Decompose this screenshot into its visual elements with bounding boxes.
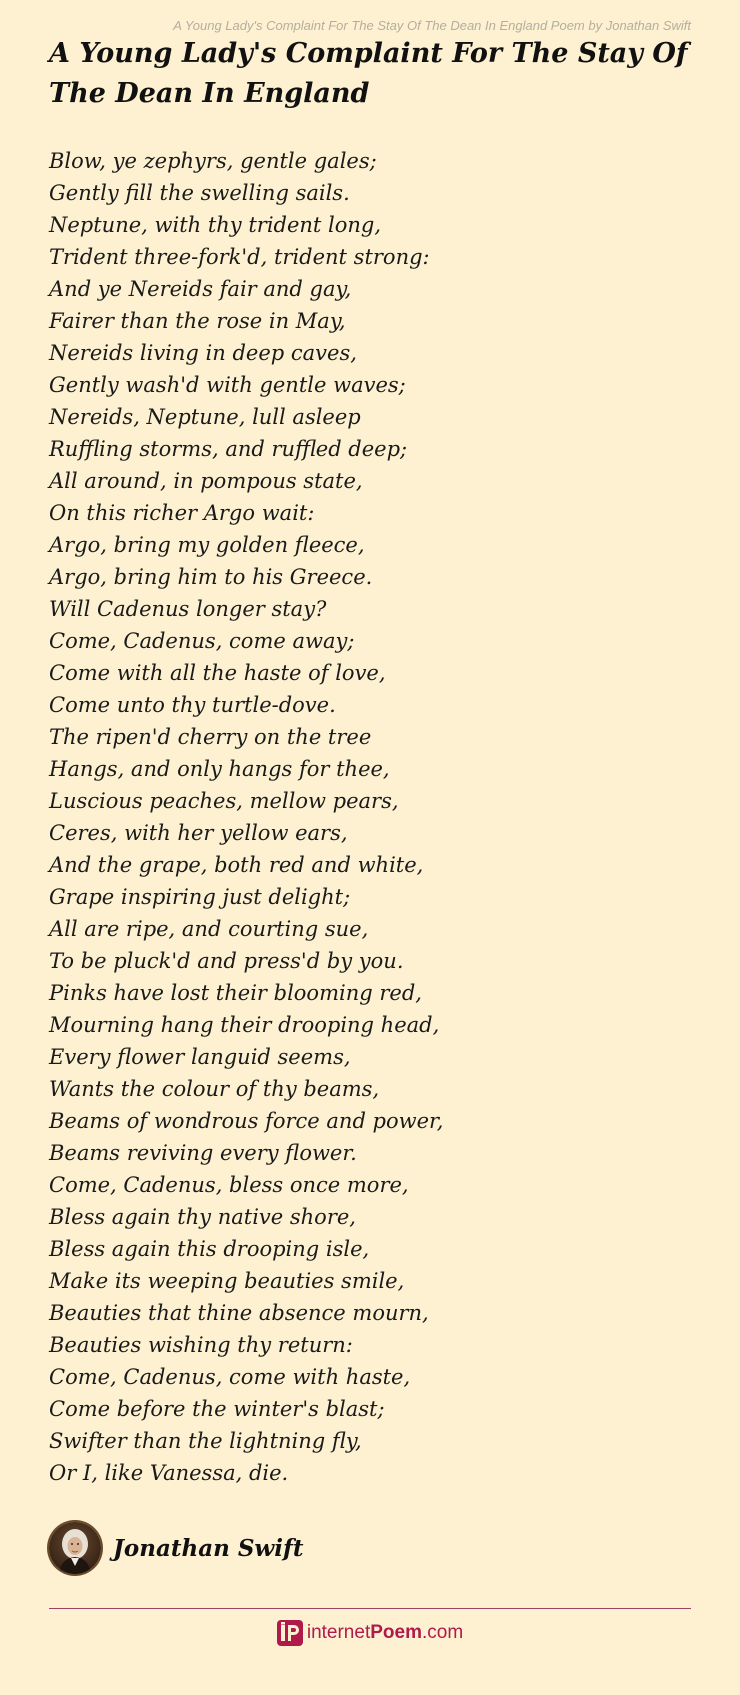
poem-line: Ruffling storms, and ruffled deep; [49, 437, 408, 461]
poem-line: Come, Cadenus, bless once more, [49, 1173, 409, 1197]
poem-line: Come unto thy turtle-dove. [49, 693, 336, 717]
poem-line: Neptune, with thy trident long, [49, 213, 382, 237]
poem-line: On this richer Argo wait: [49, 501, 315, 525]
poem-line: Wants the colour of thy beams, [49, 1077, 380, 1101]
poem-line: Beams of wondrous force and power, [49, 1109, 444, 1133]
logo-strong: Poem [370, 1622, 422, 1643]
poem-line: Ceres, with her yellow ears, [49, 821, 348, 845]
poem-line: Nereids, Neptune, lull asleep [49, 405, 361, 429]
poem-line: And ye Nereids fair and gay, [49, 277, 352, 301]
logo-suffix: .com [421, 1622, 464, 1643]
poem-line: Hangs, and only hangs for thee, [49, 757, 390, 781]
author-name[interactable]: Jonathan Swift [113, 1534, 304, 1562]
poem-line: Trident three-fork'd, trident strong: [49, 245, 430, 269]
poem-line: Beauties wishing thy return: [49, 1333, 353, 1357]
poem-line: Will Cadenus longer stay? [49, 597, 327, 621]
poem-line: Bless again this drooping isle, [49, 1237, 370, 1261]
poem-line: Nereids living in deep caves, [49, 341, 357, 365]
logo-prefix: internet [306, 1622, 371, 1643]
poem-line: And the grape, both red and white, [49, 853, 424, 877]
poem-line: Luscious peaches, mellow pears, [49, 789, 399, 813]
author-avatar[interactable] [49, 1522, 101, 1574]
poem-line: Pinks have lost their blooming red, [49, 981, 422, 1005]
header-caption: A Young Lady's Complaint For The Stay Of The Dean In England Poem by Jonathan Swift [173, 18, 691, 33]
poem-line: Mourning hang their drooping head, [49, 1013, 440, 1037]
poem-line: Argo, bring my golden fleece, [49, 533, 365, 557]
poem-line: Fairer than the rose in May, [49, 309, 346, 333]
internetpoem-logo-icon [277, 1620, 303, 1646]
poem-line: Grape inspiring just delight; [49, 885, 351, 909]
poem-line: Swifter than the lightning fly, [49, 1429, 362, 1453]
poem-line: To be pluck'd and press'd by you. [49, 949, 404, 973]
footer-divider [49, 1608, 691, 1609]
poem-line: Blow, ye zephyrs, gentle gales; [49, 149, 377, 173]
site-footer[interactable] [0, 1620, 740, 1646]
poem-line: Come, Cadenus, come with haste, [49, 1365, 411, 1389]
poem-line: Or I, like Vanessa, die. [49, 1461, 289, 1485]
poem-line: Beauties that thine absence mourn, [49, 1301, 429, 1325]
poem-line: All are ripe, and courting sue, [49, 917, 369, 941]
poem-line: Come, Cadenus, come away; [49, 629, 355, 653]
poem-line: Make its weeping beauties smile, [49, 1269, 405, 1293]
poem-line: All around, in pompous state, [49, 469, 363, 493]
poem-body [49, 145, 691, 1489]
poem-line: Gently fill the swelling sails. [49, 181, 350, 205]
poem-line: Beams reviving every flower. [49, 1141, 357, 1165]
poem-line: Come before the winter's blast; [49, 1397, 385, 1421]
poem-line: Come with all the haste of love, [49, 661, 386, 685]
poem-line: Gently wash'd with gentle waves; [49, 373, 406, 397]
internetpoem-logo-text[interactable] [307, 1622, 463, 1644]
poem-line: Every flower languid seems, [49, 1045, 351, 1069]
author-portrait-icon [49, 1522, 101, 1574]
poem-line: Argo, bring him to his Greece. [49, 565, 373, 589]
poem-title: A Young Lady's Complaint For The Stay Of The Dean In England [49, 38, 688, 109]
author-block[interactable] [49, 1522, 304, 1574]
poem-line: Bless again thy native shore, [49, 1205, 356, 1229]
poem-line: The ripen'd cherry on the tree [49, 725, 372, 749]
